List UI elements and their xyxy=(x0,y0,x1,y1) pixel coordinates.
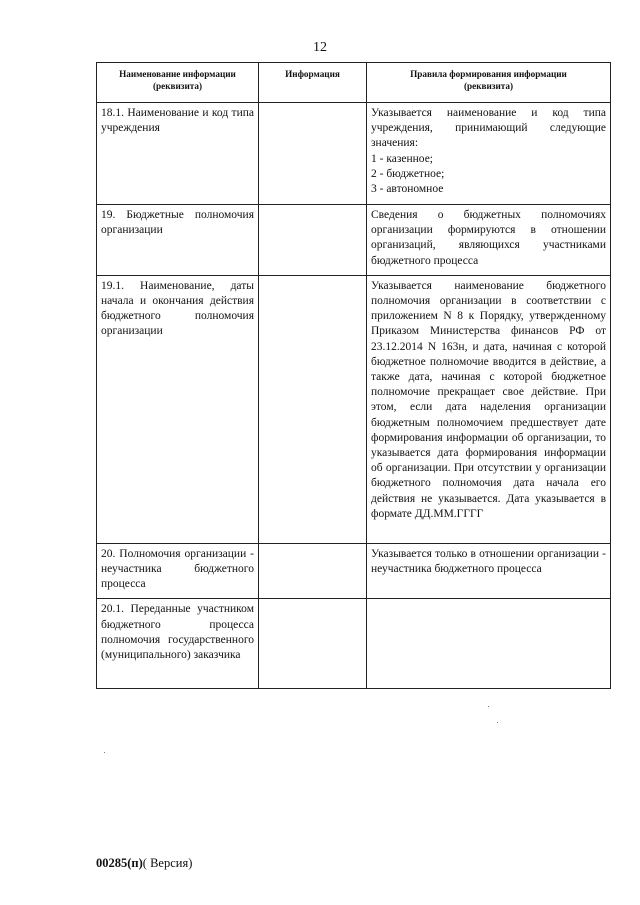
document-version: ( Версия) xyxy=(142,856,193,870)
information-cell xyxy=(259,543,367,599)
header-information xyxy=(259,63,367,103)
rule-text: 1 - казенное; xyxy=(371,152,433,165)
header-line: Правила формирования информации xyxy=(410,69,567,79)
header-formation-rules xyxy=(367,63,611,103)
table-row xyxy=(97,543,611,599)
scan-speck xyxy=(488,706,489,707)
scan-speck xyxy=(497,722,498,723)
header-requisite-name xyxy=(97,63,259,103)
header-line: (реквизита) xyxy=(463,81,514,91)
document-code-number: 00285(п) xyxy=(96,856,143,870)
rule-text: Сведения о бюджетных полномочиях организации формируются в отношении организаций, являющихся участниками бюджетного процесса xyxy=(371,209,606,267)
table-row xyxy=(97,205,611,276)
requisite-name-cell: 19.1. Наименование, даты начала и окончания действия бюджетного полномочия организации xyxy=(97,275,259,543)
requisite-name-cell: 20. Полномочия организации - неучастника бюджетного процесса xyxy=(97,543,259,599)
requisite-name-cell: 18.1. Наименование и код типа учреждения xyxy=(97,103,259,205)
rule-text: Указывается наименование и код типа учреждения, принимающий следующие значения: xyxy=(371,107,606,150)
information-cell xyxy=(259,205,367,276)
information-cell xyxy=(259,275,367,543)
information-cell xyxy=(259,599,367,689)
rule-cell xyxy=(367,599,611,689)
table-row xyxy=(97,599,611,689)
requisites-table xyxy=(96,62,611,689)
requisite-name-cell: 20.1. Переданные участником бюджетного процесса полномочия государственного (муниципального) заказчика xyxy=(97,599,259,689)
table-row xyxy=(97,275,611,543)
header-line: (реквизита) xyxy=(152,81,203,91)
table-header-row xyxy=(97,63,611,103)
rule-text: Указывается наименование бюджетного полномочия организации в соответствии с приложением N 8 к Порядку, утвержденному Приказом Министерства финансов РФ от 23.12.2014 N 163н, и дата, начиная с которой бюджетное полномочие вводится в действие, а также дата, начиная с которой бюджетное полномочие прекращает свое действие. При этом, если дата наделения организации бюджетным полномочием предшествует дате формирования информации об организации, то указывается дата формирования информации об организации. При отсутствии у организации бюджетного полномочия дата начала его действия не указывается. Дата указывается в формате ДД.ММ.ГГГГ xyxy=(371,279,606,520)
rule-text: Указывается только в отношении организации - неучастника бюджетного процесса xyxy=(371,547,606,576)
rule-cell xyxy=(367,205,611,276)
requisite-name-cell: 19. Бюджетные полномочия организации xyxy=(97,205,259,276)
rule-cell xyxy=(367,103,611,205)
page-number: 12 xyxy=(313,40,327,55)
information-cell xyxy=(259,103,367,205)
document-code xyxy=(96,856,192,871)
header-line: Информация xyxy=(285,69,340,79)
header-line: Наименование информации xyxy=(119,69,236,79)
rule-cell xyxy=(367,275,611,543)
rule-text: 2 - бюджетное; xyxy=(371,167,445,180)
scan-speck xyxy=(104,752,105,753)
rule-text: 3 - автономное xyxy=(371,183,444,196)
rule-cell xyxy=(367,543,611,599)
table-row xyxy=(97,103,611,205)
